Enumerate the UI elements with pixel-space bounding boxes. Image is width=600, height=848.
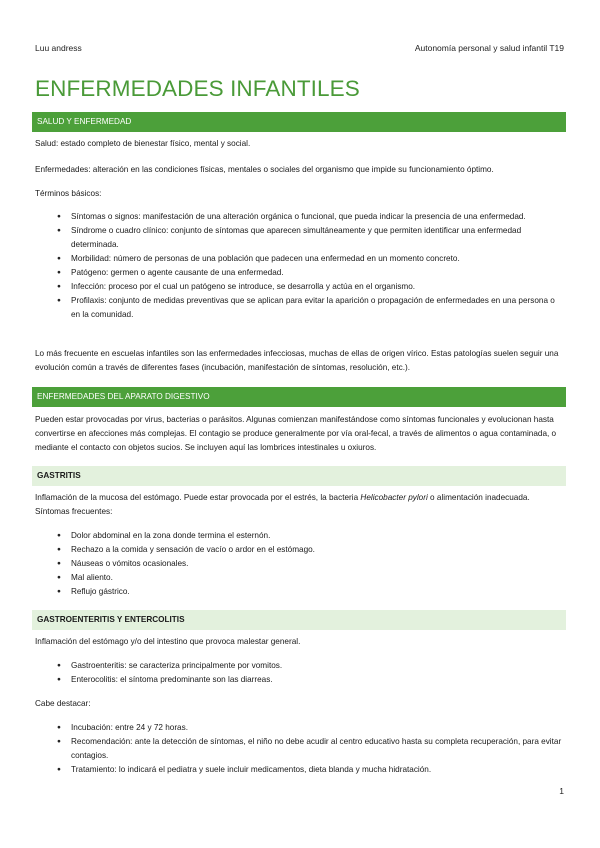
header-author: Luu andress — [35, 43, 82, 53]
list-item: ● Morbilidad: número de personas de una población que padecen una enfermedad en un momento concreto. — [57, 252, 562, 266]
list-item: ● Incubación: entre 24 y 72 horas. — [57, 721, 562, 735]
gastroenteritis-types-list — [57, 659, 562, 687]
list-item: ● Náuseas o vómitos ocasionales. — [57, 557, 562, 571]
section-heading-digestivo: ENFERMEDADES DEL APARATO DIGESTIVO — [32, 387, 566, 407]
paragraph-frecuente: Lo más frecuente en escuelas infantiles son las enfermedades infecciosas, muchas de ellas de origen vírico. Estas patologías suelen seguir una evolución común a través de diferentes fases (incubación, manifestación de síntomas, resolución, etc.). — [35, 349, 559, 373]
paragraph-enfermedades: Enfermedades: alteración en las condiciones físicas, mentales o sociales del organismo que impide su funcionamiento óptimo. — [35, 165, 494, 174]
paragraph-terminos: Términos básicos: — [35, 189, 102, 198]
list-item: ● Síntomas o signos: manifestación de una alteración orgánica o funcional, que pueda indicar la presencia de una enfermedad. — [57, 210, 562, 224]
gastritis-text-after: o alimentación inadecuada. Síntomas frecuentes: — [35, 493, 530, 517]
terms-list — [57, 210, 562, 322]
list-item: ● Reflujo gástrico. — [57, 585, 562, 599]
list-item: ● Infección: proceso por el cual un patógeno se introduce, se desarrolla y actúa en el organismo. — [57, 280, 562, 294]
list-item: ● Síndrome o cuadro clínico: conjunto de síntomas que aparecen simultáneamente y que permiten identificar una enfermedad determinada. — [57, 224, 562, 252]
subsection-heading-gastroenteritis: GASTROENTERITIS Y ENTERCOLITIS — [32, 610, 566, 630]
paragraph-cabe-destacar: Cabe destacar: — [35, 699, 91, 708]
paragraph-digestivo: Pueden estar provocadas por virus, bacterias o parásitos. Algunas comienzan manifestándose como síntomas funcionales y evolucionan hasta convertirse en afecciones más complejas. El contagio se produce generalmente por vía oral-fecal, a través de alimentos o agua contaminada, o mediante el contacto con objetos sucios. Se incluyen aquí las lombrices intestinales u oxiuros. — [35, 415, 557, 453]
list-item: ● Enterocolitis: el síntoma predominante son las diarreas. — [57, 673, 562, 687]
list-item: ● Mal aliento. — [57, 571, 562, 585]
gastritis-symptoms-list — [57, 529, 562, 599]
page-title: ENFERMEDADES INFANTILES — [35, 76, 360, 101]
list-item: ● Dolor abdominal en la zona donde termina el esternón. — [57, 529, 562, 543]
header-course: Autonomía personal y salud infantil T19 — [414, 43, 564, 53]
page-number: 1 — [559, 786, 564, 796]
section-heading-salud: SALUD Y ENFERMEDAD — [32, 112, 566, 132]
list-item: ● Rechazo a la comida y sensación de vacío o ardor en el estómago. — [57, 543, 562, 557]
list-item: ● Patógeno: germen o agente causante de una enfermedad. — [57, 266, 562, 280]
subsection-heading-gastritis: GASTRITIS — [32, 466, 566, 486]
paragraph-gastroenteritis: Inflamación del estómago y/o del intestino que provoca malestar general. — [35, 637, 301, 646]
list-item: ● Tratamiento: lo indicará el pediatra y suele incluir medicamentos, dieta blanda y mucha hidratación. — [57, 763, 562, 777]
list-item: ● Recomendación: ante la detección de síntomas, el niño no debe acudir al centro educativo hasta su completa recuperación, para evitar contagios. — [57, 735, 562, 763]
paragraph-salud: Salud: estado completo de bienestar físico, mental y social. — [35, 139, 251, 148]
list-item: ● Profilaxis: conjunto de medidas preventivas que se aplican para evitar la aparición o propagación de enfermedades en una persona o en la comunidad. — [57, 294, 562, 322]
paragraph-gastritis — [35, 491, 565, 519]
gastroenteritis-notes-list — [57, 721, 562, 777]
list-item: ● Gastroenteritis: se caracteriza principalmente por vomitos. — [57, 659, 562, 673]
bacteria-name: Helicobacter pylori — [360, 493, 428, 502]
gastritis-text-before: Inflamación de la mucosa del estómago. Puede estar provocada por el estrés, la bacteria — [35, 493, 361, 502]
